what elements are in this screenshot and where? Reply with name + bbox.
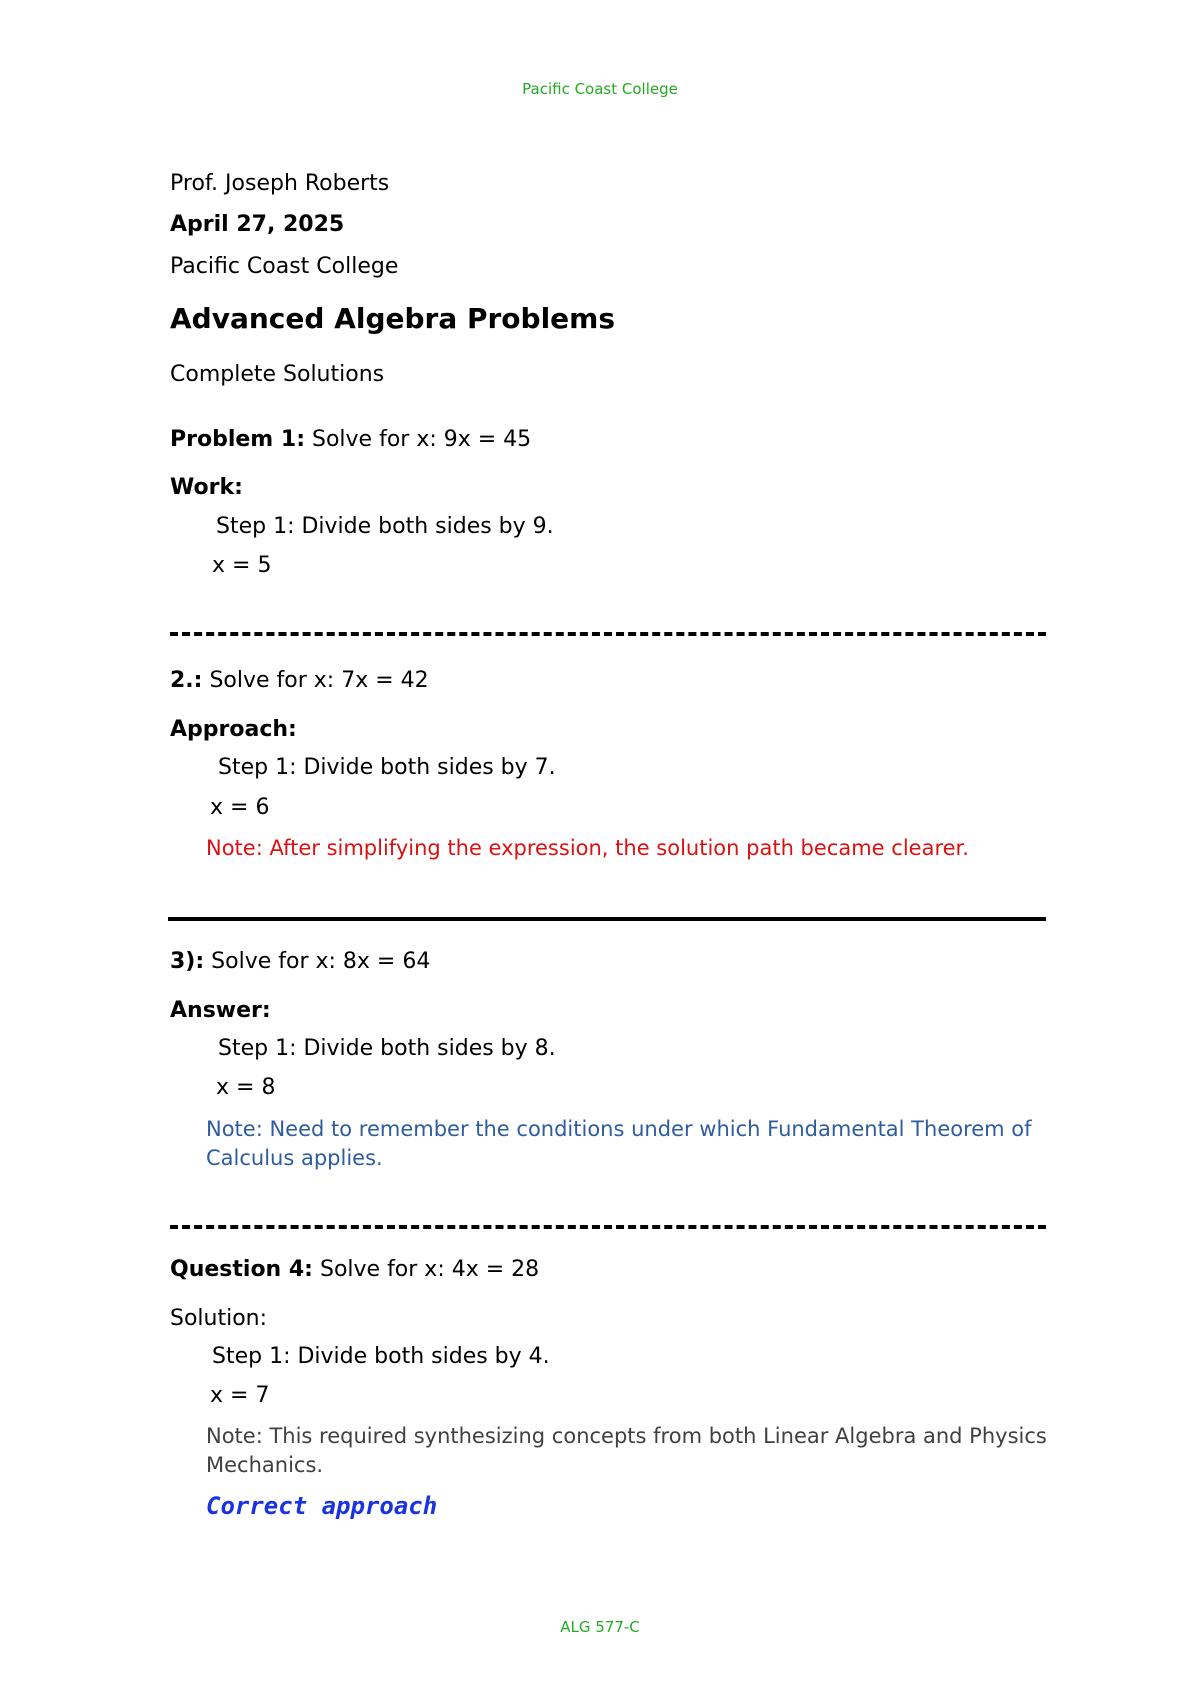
problem-3-step: Step 1: Divide both sides by 8.: [218, 1036, 556, 1061]
problem-1-step: Step 1: Divide both sides by 9.: [216, 514, 554, 539]
divider-dashed-1: [170, 632, 1046, 636]
page-footer: ALG 577-C: [560, 1618, 640, 1636]
problem-4-note: Note: This required synthesizing concepts from both Linear Algebra and Physics Mechanics.: [206, 1424, 1047, 1477]
divider-solid: [168, 917, 1046, 921]
problem-1-heading: [170, 426, 531, 454]
handwritten-annotation: Correct approach: [206, 1492, 438, 1520]
problem-1-statement: Solve for x: 9x = 45: [305, 427, 532, 452]
problem-3-label: 3):: [170, 949, 205, 974]
document-subtitle: Complete Solutions: [170, 362, 385, 387]
problem-2-statement: Solve for x: 7x = 42: [202, 668, 429, 693]
problem-4-step: Step 1: Divide both sides by 4.: [212, 1344, 550, 1369]
problem-2-result: x = 6: [210, 795, 270, 820]
problem-2-label: 2.:: [170, 668, 203, 693]
professor-name: Prof. Joseph Roberts: [170, 171, 390, 196]
problem-1-label: Problem 1:: [170, 427, 305, 452]
divider-dashed-2: [170, 1225, 1046, 1229]
document-date: April 27, 2025: [170, 212, 345, 237]
problem-1-result: x = 5: [212, 553, 272, 578]
institution-name: Pacific Coast College: [170, 254, 399, 279]
problem-3-result: x = 8: [216, 1075, 276, 1100]
problem-4-section: Solution:: [170, 1306, 268, 1331]
problem-3-heading: [170, 948, 430, 976]
page-header: Pacific Coast College: [522, 80, 678, 98]
problem-2-heading: [170, 667, 429, 695]
problem-4-statement: Solve for x: 4x = 28: [312, 1257, 540, 1282]
problem-2-section: Approach:: [170, 717, 297, 742]
problem-3-statement: Solve for x: 8x = 64: [204, 949, 431, 974]
problem-1-section: Work:: [170, 475, 243, 500]
problem-2-note: Note: After simplifying the expression, the solution path became clearer.: [206, 836, 969, 860]
problem-4-result: x = 7: [210, 1383, 270, 1408]
problem-4-label: Question 4:: [170, 1257, 313, 1282]
problem-3-section: Answer:: [170, 998, 271, 1023]
problem-3-note: Note: Need to remember the conditions under which Fundamental Theorem of Calculus applies.: [206, 1117, 1032, 1170]
problem-4-heading: [170, 1256, 539, 1284]
problem-2-step: Step 1: Divide both sides by 7.: [218, 755, 556, 780]
document-title: Advanced Algebra Problems: [170, 302, 616, 335]
